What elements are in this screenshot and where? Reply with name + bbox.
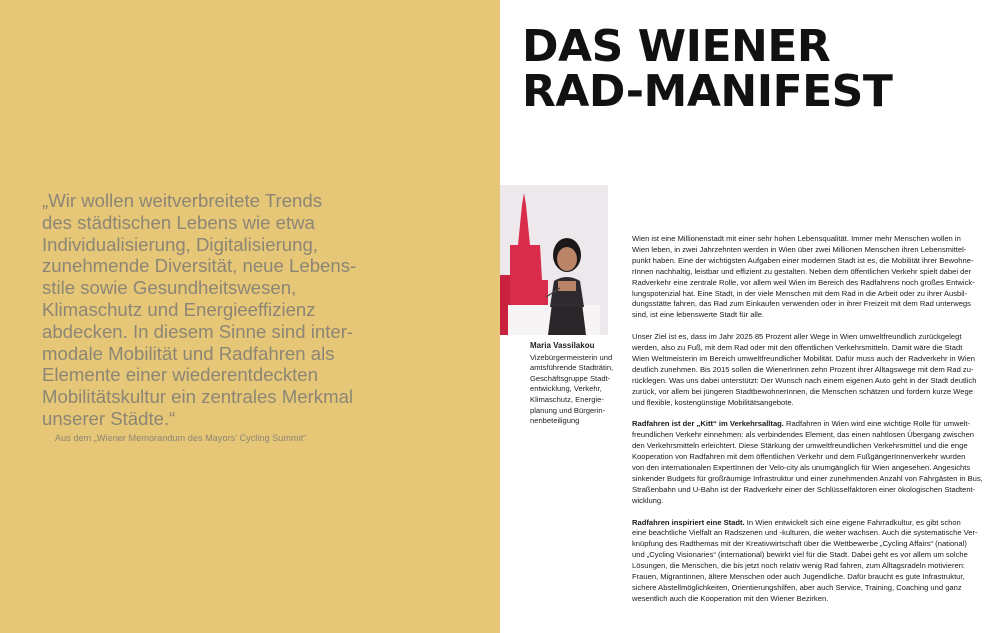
body-line: Wien leben, in zwei Jahrzehnten werden in Wien über zwei Millionen Menschen ihren Lebensmittel- (632, 244, 967, 254)
body-line: sinkender Budgets für großräumige Infrastruktur und einer zunehmenden Anzahl von Fahrgästen in Bus, (632, 473, 983, 483)
quote-line: Elemente einer wiederentdeckten (42, 364, 318, 386)
body-line: von den internationalen ExpertInnen der Velo-city als unumgänglich für Wien angesehen. Angesichts (632, 463, 971, 472)
body-line: werden, also zu Fuß, mit dem Rad oder mit den öffentlichen Verkehrsmitteln. Damit wäre die Stadt (632, 343, 963, 353)
paragraph-intro (632, 234, 975, 321)
caption-line: Vizebürgermeisterin und (530, 352, 613, 362)
quote-line: Individualisierung, Digitalisierung, (42, 233, 318, 255)
body-line: sind, ist eine lebenswerte Stadt für alle. (632, 310, 765, 320)
quote-line: des städtischen Lebens wie etwa (42, 211, 315, 233)
quote-source: Aus dem „Wiener Memorandum des Mayors’ Cycling Summit“ (55, 433, 307, 443)
body-line: und flexible, kostengünstige Mobilitätsangebote. (632, 397, 794, 407)
photo-caption (530, 341, 620, 427)
body-line: wicklung. (632, 495, 664, 505)
caption-line: entwicklung, Verkehr, (530, 384, 602, 394)
quote-line: zunehmende Diversität, neue Lebens- (42, 255, 357, 277)
paragraph-goal (632, 332, 977, 408)
paragraph-kitt (632, 419, 983, 506)
body-line: Radverkehr eine zentrale Rolle, vor allem weil Wien im Bereich des Radfahrens noch großes Entwick- (632, 277, 975, 287)
body-line: Unser Ziel ist es, dass im Jahr 2025 85 Prozent aller Wege in Wien umweltfreundlich zurückgelegt (632, 332, 962, 342)
body-line: Straßenbahn und U-Bahn ist der Radverkehr einer der Schlüsselfaktoren einer ökologischen Stadtent- (632, 484, 976, 494)
body-line: deutlich zunehmen. Bis 2015 sollen die WienerInnen zehn Prozent ihrer Alltagswege mit dem Rad zu- (632, 364, 974, 374)
body-line: eine beachtliche Vielfalt an Radszenen und -kulturen, die weiter wachsen. Auch die systematische Ver- (632, 528, 978, 538)
caption-line: Geschäftsgruppe Stadt- (530, 373, 611, 383)
body-line: Kooperation von Radfahren mit dem öffentlichen Verkehr und dem FußgängerInnenverkehr wurden (632, 452, 966, 462)
caption-line: nenbeteiligung (530, 416, 580, 426)
body-line (632, 419, 971, 430)
body-line: lungspotenzial hat. Eine Stadt, in der viele Menschen mit dem Rad in die Arbeit oder zu ihrer Ausbil- (632, 288, 968, 298)
body-line: rücklegen. Was uns dabei unterstützt: Der Wunsch nach einem eigenen Auto geht in der Stadt deutlich (632, 375, 977, 385)
portrait-illustration (500, 185, 608, 335)
portrait-photo (500, 185, 608, 335)
body-line-rest: Radfahren in Wien wird eine wichtige Rolle für umwelt- (783, 419, 971, 429)
body-line: Wien ist eine Millionenstadt mit einer sehr hohen Lebensqualität. Immer mehr Menschen wollen in (632, 234, 961, 243)
body-line: freundlichen Verkehr einnehmen: als verbindendes Element, das einen nahtlosen Übergang zwischen (632, 430, 974, 440)
caption-line: amtsführende Stadträtin, (530, 363, 614, 373)
body-line: sichere Abstellmöglichkeiten, Orientierungshilfen, aber auch Service, Training, Coaching und ganz (632, 582, 962, 592)
body-line: rInnen nachhaltig, leistbar und effizient zu gestalten. Neben dem öffentlichen Verkehr spielt dabei der (632, 266, 972, 276)
caption-line: Klimaschutz, Energie- (530, 394, 604, 404)
body-line: Lösungen, die Menschen, die bis jetzt noch relativ wenig Rad fahren, zum Alltagsradeln motivieren: (632, 561, 966, 571)
title-line: RAD-MANIFEST (522, 66, 893, 117)
quote-line: unserer Städte.“ (42, 407, 176, 429)
paragraph-heading: Radfahren inspiriert eine Stadt. (632, 517, 745, 527)
pull-quote (42, 190, 492, 430)
quote-line: „Wir wollen weitverbreitete Trends (42, 190, 323, 211)
quote-line: stile sowie Gesundheitswesen, (42, 277, 297, 299)
caption-line: planung und Bürgerin- (530, 405, 606, 415)
body-line-rest: In Wien entwickelt sich eine eigene Fahrradkultur, es gibt schon (744, 517, 961, 527)
body-line: Wien Weltmeisterin im Bereich umweltfreundlicher Mobilität. Dafür muss auch der Radverkehr in Wien (632, 353, 975, 363)
right-page (500, 0, 1000, 633)
paragraph-heading: Radfahren ist der „Kitt“ im Verkehrsalltag. (632, 419, 784, 429)
quote-line: Klimaschutz und Energieeffizienz (42, 298, 316, 320)
body-line: punkt haben. Eine der wichtigsten Aufgaben einer modernen Stadt ist es, die Mobilität ihrer Bewohne- (632, 255, 974, 265)
body-line: wesentlich auch die Kooperation mit den Wiener Bezirken. (632, 593, 829, 603)
page-title (522, 21, 893, 117)
title-line: DAS WIENER (522, 21, 831, 72)
quote-line: abdecken. In diesem Sinne sind inter- (42, 320, 354, 342)
body-line (632, 518, 964, 529)
body-line: zurück, vor allem bei jüngeren StadtbewohnerInnen, die Menschen schätzen und fordern kurze Wege (632, 386, 973, 396)
body-line: dungsstätte fahren, das Rad zum Einkaufen verwenden oder in ihrer Freizeit mit dem Rad unterwegs (632, 299, 971, 309)
body-line: den Verkehrsmitteln erleichtert. Diese Stärkung der umweltfreundlichen Verkehrsmittel und die enge (632, 441, 968, 451)
quote-line: modale Mobilität und Radfahren als (42, 342, 335, 364)
body-line: Frauen, Migrantinnen, ältere Menschen oder auch Jugendliche. Dafür braucht es gute Infrastruktur, (632, 572, 965, 582)
article-body (632, 234, 983, 616)
body-line: knüpfung des Radthemas mit der Kreativwirtschaft über die Wettbewerbe „Cycling Affairs“ (national) (632, 539, 967, 549)
caption-name: Maria Vassilakou (530, 341, 595, 350)
paragraph-inspiriert (632, 517, 978, 605)
quote-line: Mobilitätskultur ein zentrales Merkmal (42, 386, 354, 408)
body-line: und „Cycling Visionaries“ (international) bewirkt viel für die Stadt. Dabei geht es vor allem um solche (632, 550, 968, 560)
